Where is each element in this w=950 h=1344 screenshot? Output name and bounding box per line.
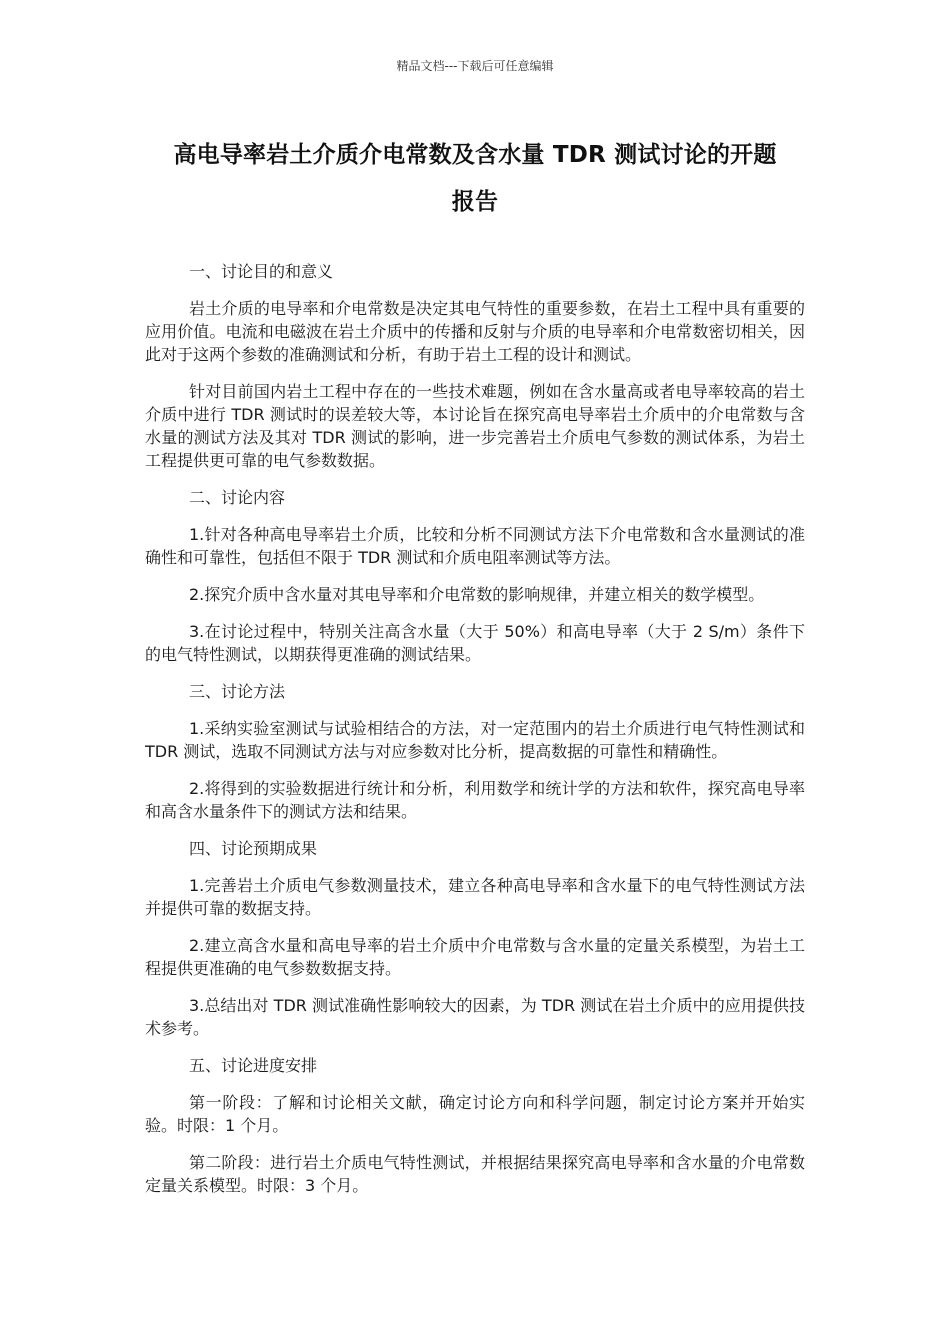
title-line-1: 高电导率岩土介质介电常数及含水量 TDR 测试讨论的开题 (173, 142, 777, 168)
section-heading-content: 二、讨论内容 (189, 488, 286, 507)
document-title (145, 132, 805, 226)
paragraph: 1.针对各种高电导率岩土介质，比较和分析不同测试方法下介电常数和含水量测试的准确性和可靠性，包括但不限于 TDR 测试和介质电阻率测试等方法。 (145, 525, 805, 567)
paragraph: 3.在讨论过程中，特别关注高含水量（大于 50%）和高电导率（大于 2 S/m）条件下的电气特性测试，以期获得更准确的测试结果。 (145, 622, 805, 664)
title-line-2: 报告 (451, 189, 499, 215)
page-header: 精品文档---下载后可任意编辑 (396, 59, 554, 73)
paragraph: 针对目前国内岩土工程中存在的一些技术难题，例如在含水量高或者电导率较高的岩土介质中进行 TDR 测试时的误差较大等，本讨论旨在探究高电导率岩土介质中的介电常数与含水量的测试方法及其对 TDR 测试的影响，进一步完善岩土介质电气参数的测试体系，为岩土工程提供更可靠的电气参数数据。 (145, 382, 805, 470)
document-body (145, 260, 805, 1211)
paragraph: 1.采纳实验室测试与试验相结合的方法，对一定范围内的岩土介质进行电气特性测试和 TDR 测试，选取不同测试方法与对应参数对比分析，提高数据的可靠性和精确性。 (145, 719, 805, 761)
paragraph: 3.总结出对 TDR 测试准确性影响较大的因素，为 TDR 测试在岩土介质中的应用提供技术参考。 (145, 996, 805, 1038)
section-heading-results: 四、讨论预期成果 (189, 839, 318, 858)
section-heading-purpose: 一、讨论目的和意义 (189, 262, 334, 281)
paragraph: 2.建立高含水量和高电导率的岩土介质中介电常数与含水量的定量关系模型，为岩土工程提供更准确的电气参数数据支持。 (145, 936, 805, 978)
paragraph: 2.将得到的实验数据进行统计和分析，利用数学和统计学的方法和软件，探究高电导率和高含水量条件下的测试方法和结果。 (145, 779, 805, 821)
paragraph: 岩土介质的电导率和介电常数是决定其电气特性的重要参数，在岩土工程中具有重要的应用价值。电流和电磁波在岩土介质中的传播和反射与介质的电导率和介电常数密切相关，因此对于这两个参数的准确测试和分析，有助于岩土工程的设计和测试。 (145, 299, 805, 364)
paragraph: 第一阶段：了解和讨论相关文献，确定讨论方向和科学问题，制定讨论方案并开始实验。时限：1 个月。 (145, 1093, 805, 1135)
paragraph: 1.完善岩土介质电气参数测量技术，建立各种高电导率和含水量下的电气特性测试方法并提供可靠的数据支持。 (145, 876, 805, 918)
paragraph: 2.探究介质中含水量对其电导率和介电常数的影响规律，并建立相关的数学模型。 (189, 585, 765, 604)
section-heading-schedule: 五、讨论进度安排 (189, 1056, 318, 1075)
paragraph: 第二阶段：进行岩土介质电气特性测试，并根据结果探究高电导率和含水量的介电常数定量关系模型。时限：3 个月。 (145, 1153, 805, 1195)
section-heading-method: 三、讨论方法 (189, 682, 286, 701)
